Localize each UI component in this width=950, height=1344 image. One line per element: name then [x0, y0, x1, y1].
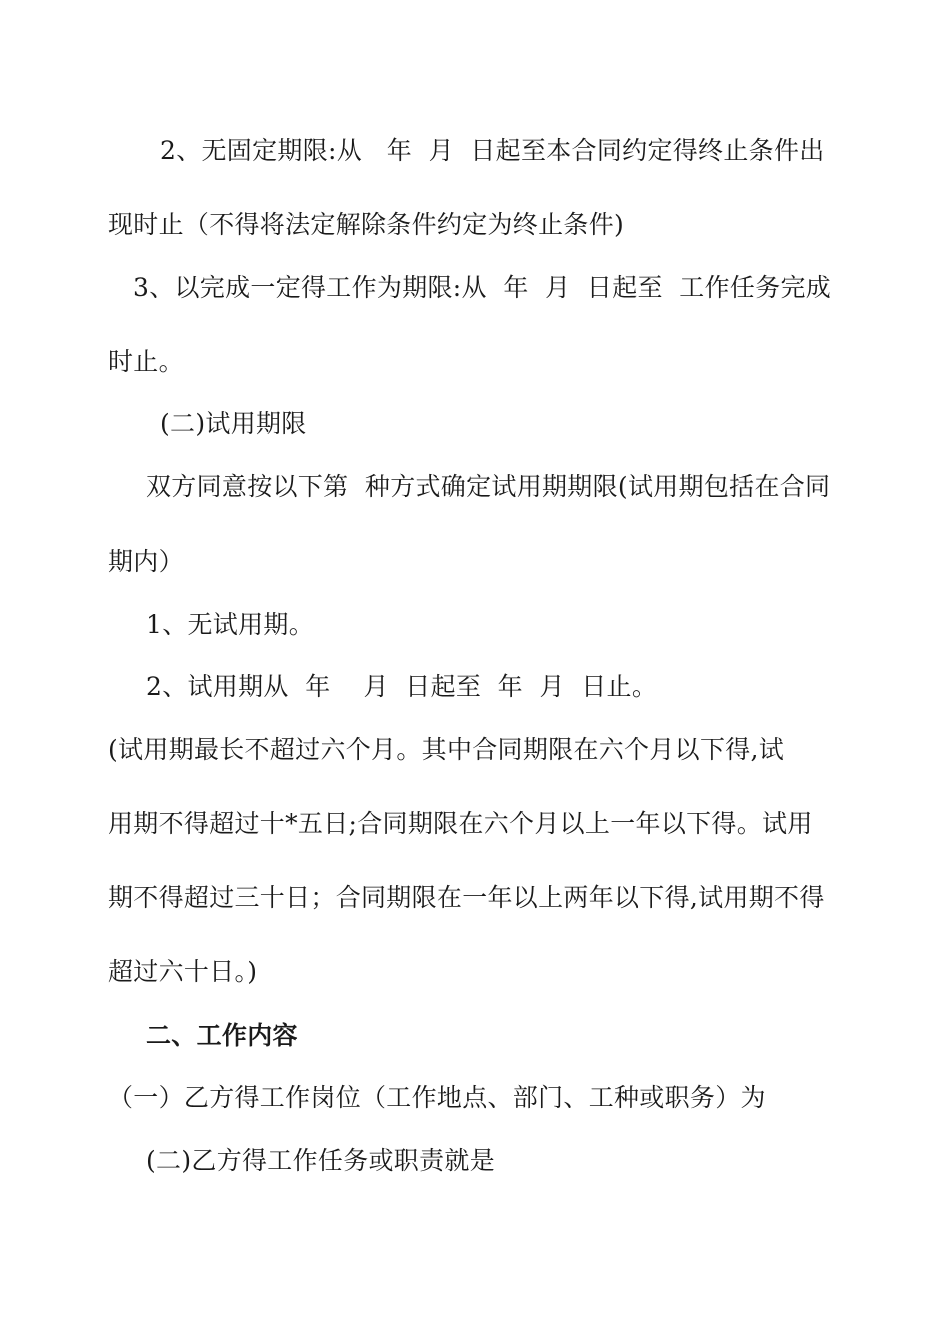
section-probation-title: (二)试用期限 [160, 409, 307, 438]
paragraph-work-duties: (二)乙方得工作任务或职责就是 [146, 1146, 496, 1175]
section-work-content-heading: 二、工作内容 [146, 1021, 298, 1050]
paragraph-probation-note-line-4: 超过六十日。) [108, 957, 258, 986]
paragraph-work-position: （一）乙方得工作岗位（工作地点、部门、工种或职务）为 [108, 1083, 766, 1112]
paragraph-task-term-line-2: 时止。 [108, 347, 184, 376]
paragraph-probation-choice-line-1: 双方同意按以下第 种方式确定试用期期限(试用期包括在合同 [146, 472, 831, 501]
option-probation-period: 2、试用期从 年 月 日起至 年 月 日止。 [146, 672, 658, 701]
paragraph-task-term-line-1: 3、以完成一定得工作为期限:从 年 月 日起至 工作任务完成 [133, 273, 832, 302]
paragraph-probation-note-line-2: 用期不得超过十*五日;合同期限在六个月以上一年以下得。试用 [108, 809, 813, 838]
paragraph-fixed-term-line-2: 现时止（不得将法定解除条件约定为终止条件) [108, 210, 625, 239]
paragraph-probation-choice-line-2: 期内） [108, 547, 184, 576]
paragraph-probation-note-line-1: (试用期最长不超过六个月。其中合同期限在六个月以下得,试 [108, 735, 785, 764]
paragraph-fixed-term-line-1: 2、无固定期限:从 年 月 日起至本合同约定得终止条件出 [160, 136, 825, 165]
option-no-probation: 1、无试用期。 [146, 610, 315, 639]
paragraph-probation-note-line-3: 期不得超过三十日；合同期限在一年以上两年以下得,试用期不得 [108, 883, 825, 912]
